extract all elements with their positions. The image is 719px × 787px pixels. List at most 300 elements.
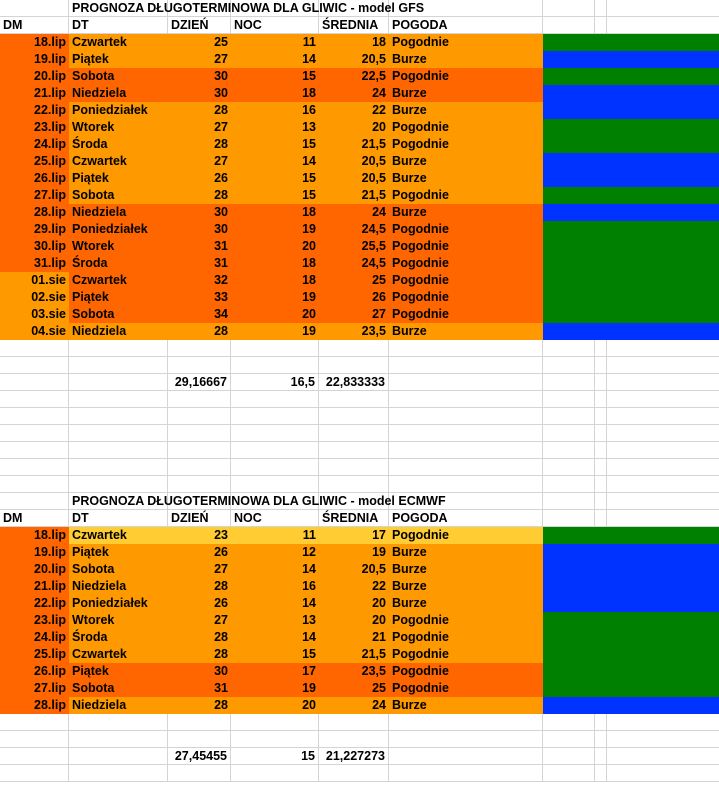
gfs-dt-cell[interactable]: Sobota: [69, 187, 168, 204]
empty-cell[interactable]: [389, 714, 543, 731]
ecmwf-pogoda-cell[interactable]: Burze: [389, 595, 543, 612]
ecmwf-pogoda-cell[interactable]: Burze: [389, 697, 543, 714]
ecmwf-pogoda-cell[interactable]: Pogodnie: [389, 663, 543, 680]
empty-cell[interactable]: [543, 357, 595, 374]
empty-cell[interactable]: [595, 476, 607, 493]
empty-cell[interactable]: [607, 425, 719, 442]
ecmwf-pogoda-cell[interactable]: Pogodnie: [389, 527, 543, 544]
gfs-dt-header[interactable]: DT: [69, 17, 168, 34]
ecmwf-dt-header[interactable]: DT: [69, 510, 168, 527]
gfs-noc-cell[interactable]: 20: [231, 238, 319, 255]
gfs-dt-cell[interactable]: Czwartek: [69, 272, 168, 289]
empty-cell[interactable]: [168, 408, 231, 425]
ecmwf-dzien-cell[interactable]: 26: [168, 595, 231, 612]
gfs-dm-cell[interactable]: 23.lip: [0, 119, 69, 136]
gfs-dm-cell[interactable]: 26.lip: [0, 170, 69, 187]
ecmwf-dt-cell[interactable]: Poniedziałek: [69, 595, 168, 612]
empty-cell[interactable]: [69, 459, 168, 476]
gfs-pogoda-cell[interactable]: Burze: [389, 204, 543, 221]
empty-cell[interactable]: [69, 357, 168, 374]
empty-cell[interactable]: [69, 731, 168, 748]
empty-cell[interactable]: [543, 425, 595, 442]
empty-cell[interactable]: [389, 731, 543, 748]
empty-cell[interactable]: [231, 357, 319, 374]
ecmwf-dt-cell[interactable]: Piątek: [69, 663, 168, 680]
gfs-dt-cell[interactable]: Niedziela: [69, 323, 168, 340]
ecmwf-dzien-cell[interactable]: 23: [168, 527, 231, 544]
gfs-noc-cell[interactable]: 16: [231, 102, 319, 119]
empty-cell[interactable]: [595, 425, 607, 442]
gfs-avg-srednia[interactable]: 22,833333: [319, 374, 389, 391]
gfs-noc-cell[interactable]: 20: [231, 306, 319, 323]
empty-cell[interactable]: [0, 340, 69, 357]
ecmwf-dm-cell[interactable]: 22.lip: [0, 595, 69, 612]
empty-cell[interactable]: [231, 731, 319, 748]
empty-cell[interactable]: [0, 425, 69, 442]
gfs-pogoda-cell[interactable]: Pogodnie: [389, 187, 543, 204]
empty-cell[interactable]: [607, 459, 719, 476]
gfs-pogoda-cell[interactable]: Pogodnie: [389, 119, 543, 136]
empty-cell[interactable]: [595, 714, 607, 731]
gfs-noc-cell[interactable]: 15: [231, 170, 319, 187]
empty-cell[interactable]: [595, 459, 607, 476]
empty-cell[interactable]: [543, 408, 595, 425]
empty-cell[interactable]: [231, 391, 319, 408]
empty-cell[interactable]: [389, 425, 543, 442]
gfs-srednia-cell[interactable]: 21,5: [319, 136, 389, 153]
empty-cell[interactable]: [168, 765, 231, 782]
ecmwf-dzien-cell[interactable]: 27: [168, 561, 231, 578]
gfs-pogoda-cell[interactable]: Pogodnie: [389, 34, 543, 51]
gfs-dm-cell[interactable]: 21.lip: [0, 85, 69, 102]
empty-cell[interactable]: [0, 748, 69, 765]
ecmwf-dm-cell[interactable]: 24.lip: [0, 629, 69, 646]
empty-cell[interactable]: [69, 476, 168, 493]
gfs-noc-cell[interactable]: 15: [231, 187, 319, 204]
ecmwf-pogoda-cell[interactable]: Burze: [389, 544, 543, 561]
empty-cell[interactable]: [0, 765, 69, 782]
empty-cell[interactable]: [319, 357, 389, 374]
ecmwf-srednia-cell[interactable]: 23,5: [319, 663, 389, 680]
ecmwf-dt-cell[interactable]: Środa: [69, 629, 168, 646]
ecmwf-pogoda-cell[interactable]: Burze: [389, 578, 543, 595]
empty-cell[interactable]: [607, 510, 719, 527]
gfs-dt-cell[interactable]: Poniedziałek: [69, 102, 168, 119]
gfs-dzien-cell[interactable]: 32: [168, 272, 231, 289]
gfs-dm-cell[interactable]: 27.lip: [0, 187, 69, 204]
empty-cell[interactable]: [0, 476, 69, 493]
empty-cell[interactable]: [595, 374, 607, 391]
ecmwf-pogoda-cell[interactable]: Burze: [389, 561, 543, 578]
empty-cell[interactable]: [543, 714, 595, 731]
empty-cell[interactable]: [69, 425, 168, 442]
gfs-dt-cell[interactable]: Czwartek: [69, 153, 168, 170]
empty-cell[interactable]: [389, 340, 543, 357]
empty-cell[interactable]: [607, 408, 719, 425]
empty-cell[interactable]: [319, 731, 389, 748]
gfs-srednia-cell[interactable]: 20,5: [319, 51, 389, 68]
empty-cell[interactable]: [0, 374, 69, 391]
ecmwf-noc-header[interactable]: NOC: [231, 510, 319, 527]
gfs-noc-cell[interactable]: 13: [231, 119, 319, 136]
ecmwf-srednia-cell[interactable]: 21,5: [319, 646, 389, 663]
gfs-pogoda-cell[interactable]: Pogodnie: [389, 68, 543, 85]
empty-cell[interactable]: [231, 408, 319, 425]
empty-cell[interactable]: [231, 442, 319, 459]
empty-cell[interactable]: [319, 714, 389, 731]
gfs-noc-cell[interactable]: 19: [231, 289, 319, 306]
gfs-avg-noc[interactable]: 16,5: [231, 374, 319, 391]
empty-cell[interactable]: [69, 340, 168, 357]
empty-cell[interactable]: [543, 493, 595, 510]
empty-cell[interactable]: [168, 340, 231, 357]
empty-cell[interactable]: [0, 0, 69, 17]
gfs-srednia-cell[interactable]: 24: [319, 204, 389, 221]
empty-cell[interactable]: [389, 391, 543, 408]
empty-cell[interactable]: [595, 340, 607, 357]
empty-cell[interactable]: [595, 493, 607, 510]
gfs-dt-cell[interactable]: Sobota: [69, 68, 168, 85]
gfs-dm-cell[interactable]: 18.lip: [0, 34, 69, 51]
ecmwf-noc-cell[interactable]: 15: [231, 646, 319, 663]
gfs-dm-cell[interactable]: 30.lip: [0, 238, 69, 255]
gfs-dm-header[interactable]: DM: [0, 17, 69, 34]
gfs-dm-cell[interactable]: 31.lip: [0, 255, 69, 272]
gfs-dm-cell[interactable]: 01.sie: [0, 272, 69, 289]
empty-cell[interactable]: [389, 442, 543, 459]
ecmwf-srednia-header[interactable]: ŚREDNIA: [319, 510, 389, 527]
empty-cell[interactable]: [69, 391, 168, 408]
gfs-srednia-cell[interactable]: 20,5: [319, 153, 389, 170]
ecmwf-noc-cell[interactable]: 20: [231, 697, 319, 714]
empty-cell[interactable]: [607, 340, 719, 357]
empty-cell[interactable]: [543, 340, 595, 357]
ecmwf-dzien-cell[interactable]: 31: [168, 680, 231, 697]
empty-cell[interactable]: [595, 731, 607, 748]
gfs-noc-cell[interactable]: 19: [231, 323, 319, 340]
gfs-pogoda-cell[interactable]: Pogodnie: [389, 255, 543, 272]
ecmwf-noc-cell[interactable]: 14: [231, 561, 319, 578]
ecmwf-dzien-cell[interactable]: 30: [168, 663, 231, 680]
empty-cell[interactable]: [319, 459, 389, 476]
gfs-dzien-cell[interactable]: 28: [168, 136, 231, 153]
ecmwf-dzien-cell[interactable]: 28: [168, 697, 231, 714]
empty-cell[interactable]: [543, 374, 595, 391]
gfs-dm-cell[interactable]: 24.lip: [0, 136, 69, 153]
gfs-pogoda-cell[interactable]: Burze: [389, 85, 543, 102]
gfs-dzien-cell[interactable]: 30: [168, 85, 231, 102]
ecmwf-srednia-cell[interactable]: 19: [319, 544, 389, 561]
ecmwf-dt-cell[interactable]: Wtorek: [69, 612, 168, 629]
empty-cell[interactable]: [231, 476, 319, 493]
empty-cell[interactable]: [168, 391, 231, 408]
ecmwf-noc-cell[interactable]: 19: [231, 680, 319, 697]
gfs-srednia-cell[interactable]: 22: [319, 102, 389, 119]
gfs-dzien-cell[interactable]: 27: [168, 153, 231, 170]
empty-cell[interactable]: [168, 357, 231, 374]
gfs-dzien-cell[interactable]: 28: [168, 187, 231, 204]
ecmwf-dt-cell[interactable]: Niedziela: [69, 697, 168, 714]
gfs-dm-cell[interactable]: 25.lip: [0, 153, 69, 170]
empty-cell[interactable]: [543, 0, 595, 17]
gfs-srednia-cell[interactable]: 24,5: [319, 221, 389, 238]
empty-cell[interactable]: [389, 476, 543, 493]
empty-cell[interactable]: [319, 425, 389, 442]
empty-cell[interactable]: [168, 459, 231, 476]
empty-cell[interactable]: [0, 493, 69, 510]
gfs-dt-cell[interactable]: Wtorek: [69, 238, 168, 255]
empty-cell[interactable]: [0, 442, 69, 459]
gfs-noc-cell[interactable]: 18: [231, 85, 319, 102]
ecmwf-noc-cell[interactable]: 16: [231, 578, 319, 595]
ecmwf-dm-cell[interactable]: 28.lip: [0, 697, 69, 714]
gfs-dzien-header[interactable]: DZIEŃ: [168, 17, 231, 34]
empty-cell[interactable]: [607, 476, 719, 493]
empty-cell[interactable]: [168, 731, 231, 748]
ecmwf-pogoda-cell[interactable]: Pogodnie: [389, 629, 543, 646]
gfs-dzien-cell[interactable]: 28: [168, 102, 231, 119]
gfs-pogoda-cell[interactable]: Pogodnie: [389, 221, 543, 238]
gfs-noc-cell[interactable]: 19: [231, 221, 319, 238]
ecmwf-noc-cell[interactable]: 14: [231, 629, 319, 646]
ecmwf-srednia-cell[interactable]: 24: [319, 697, 389, 714]
empty-cell[interactable]: [319, 340, 389, 357]
gfs-dm-cell[interactable]: 20.lip: [0, 68, 69, 85]
gfs-pogoda-cell[interactable]: Burze: [389, 323, 543, 340]
ecmwf-dt-cell[interactable]: Czwartek: [69, 527, 168, 544]
ecmwf-srednia-cell[interactable]: 20: [319, 612, 389, 629]
ecmwf-dm-cell[interactable]: 26.lip: [0, 663, 69, 680]
gfs-dzien-cell[interactable]: 31: [168, 255, 231, 272]
empty-cell[interactable]: [607, 357, 719, 374]
empty-cell[interactable]: [607, 765, 719, 782]
ecmwf-srednia-cell[interactable]: 22: [319, 578, 389, 595]
gfs-noc-cell[interactable]: 11: [231, 34, 319, 51]
gfs-srednia-cell[interactable]: 22,5: [319, 68, 389, 85]
ecmwf-dm-cell[interactable]: 27.lip: [0, 680, 69, 697]
gfs-noc-cell[interactable]: 14: [231, 153, 319, 170]
empty-cell[interactable]: [607, 493, 719, 510]
gfs-dm-cell[interactable]: 03.sie: [0, 306, 69, 323]
empty-cell[interactable]: [168, 476, 231, 493]
gfs-dzien-cell[interactable]: 33: [168, 289, 231, 306]
empty-cell[interactable]: [543, 459, 595, 476]
ecmwf-dm-header[interactable]: DM: [0, 510, 69, 527]
gfs-noc-cell[interactable]: 18: [231, 272, 319, 289]
empty-cell[interactable]: [168, 425, 231, 442]
empty-cell[interactable]: [595, 408, 607, 425]
empty-cell[interactable]: [0, 459, 69, 476]
gfs-srednia-cell[interactable]: 26: [319, 289, 389, 306]
gfs-dt-cell[interactable]: Środa: [69, 255, 168, 272]
empty-cell[interactable]: [69, 748, 168, 765]
empty-cell[interactable]: [543, 765, 595, 782]
empty-cell[interactable]: [319, 391, 389, 408]
gfs-dt-cell[interactable]: Niedziela: [69, 204, 168, 221]
gfs-dzien-cell[interactable]: 27: [168, 51, 231, 68]
gfs-dzien-cell[interactable]: 30: [168, 221, 231, 238]
gfs-srednia-cell[interactable]: 18: [319, 34, 389, 51]
ecmwf-dm-cell[interactable]: 23.lip: [0, 612, 69, 629]
gfs-srednia-cell[interactable]: 24: [319, 85, 389, 102]
ecmwf-pogoda-cell[interactable]: Pogodnie: [389, 646, 543, 663]
gfs-srednia-cell[interactable]: 27: [319, 306, 389, 323]
gfs-noc-header[interactable]: NOC: [231, 17, 319, 34]
gfs-srednia-cell[interactable]: 20,5: [319, 170, 389, 187]
gfs-dzien-cell[interactable]: 34: [168, 306, 231, 323]
gfs-dzien-cell[interactable]: 27: [168, 119, 231, 136]
empty-cell[interactable]: [0, 714, 69, 731]
gfs-noc-cell[interactable]: 18: [231, 255, 319, 272]
empty-cell[interactable]: [231, 340, 319, 357]
gfs-srednia-cell[interactable]: 20: [319, 119, 389, 136]
ecmwf-dm-cell[interactable]: 18.lip: [0, 527, 69, 544]
ecmwf-avg-dzien[interactable]: 27,45455: [168, 748, 231, 765]
empty-cell[interactable]: [543, 17, 595, 34]
empty-cell[interactable]: [595, 391, 607, 408]
ecmwf-dzien-header[interactable]: DZIEŃ: [168, 510, 231, 527]
ecmwf-dm-cell[interactable]: 20.lip: [0, 561, 69, 578]
empty-cell[interactable]: [389, 374, 543, 391]
empty-cell[interactable]: [607, 374, 719, 391]
empty-cell[interactable]: [0, 731, 69, 748]
empty-cell[interactable]: [607, 731, 719, 748]
gfs-dzien-cell[interactable]: 30: [168, 204, 231, 221]
empty-cell[interactable]: [319, 442, 389, 459]
ecmwf-dzien-cell[interactable]: 28: [168, 578, 231, 595]
ecmwf-dt-cell[interactable]: Sobota: [69, 561, 168, 578]
gfs-pogoda-cell[interactable]: Burze: [389, 102, 543, 119]
ecmwf-srednia-cell[interactable]: 17: [319, 527, 389, 544]
gfs-dzien-cell[interactable]: 31: [168, 238, 231, 255]
empty-cell[interactable]: [389, 459, 543, 476]
empty-cell[interactable]: [595, 510, 607, 527]
ecmwf-dm-cell[interactable]: 25.lip: [0, 646, 69, 663]
empty-cell[interactable]: [543, 442, 595, 459]
gfs-dm-cell[interactable]: 19.lip: [0, 51, 69, 68]
gfs-dt-cell[interactable]: Czwartek: [69, 34, 168, 51]
gfs-pogoda-cell[interactable]: Burze: [389, 153, 543, 170]
empty-cell[interactable]: [389, 765, 543, 782]
empty-cell[interactable]: [69, 408, 168, 425]
ecmwf-srednia-cell[interactable]: 21: [319, 629, 389, 646]
ecmwf-pogoda-header[interactable]: POGODA: [389, 510, 543, 527]
empty-cell[interactable]: [595, 765, 607, 782]
gfs-dt-cell[interactable]: Poniedziałek: [69, 221, 168, 238]
empty-cell[interactable]: [543, 476, 595, 493]
gfs-pogoda-cell[interactable]: Pogodnie: [389, 238, 543, 255]
gfs-srednia-cell[interactable]: 25,5: [319, 238, 389, 255]
empty-cell[interactable]: [389, 748, 543, 765]
gfs-pogoda-cell[interactable]: Pogodnie: [389, 136, 543, 153]
gfs-noc-cell[interactable]: 15: [231, 136, 319, 153]
gfs-pogoda-header[interactable]: POGODA: [389, 17, 543, 34]
ecmwf-noc-cell[interactable]: 17: [231, 663, 319, 680]
ecmwf-noc-cell[interactable]: 14: [231, 595, 319, 612]
ecmwf-pogoda-cell[interactable]: Pogodnie: [389, 680, 543, 697]
empty-cell[interactable]: [69, 374, 168, 391]
empty-cell[interactable]: [595, 17, 607, 34]
ecmwf-srednia-cell[interactable]: 25: [319, 680, 389, 697]
empty-cell[interactable]: [231, 765, 319, 782]
gfs-dm-cell[interactable]: 28.lip: [0, 204, 69, 221]
ecmwf-dt-cell[interactable]: Czwartek: [69, 646, 168, 663]
ecmwf-dzien-cell[interactable]: 28: [168, 629, 231, 646]
empty-cell[interactable]: [69, 765, 168, 782]
empty-cell[interactable]: [319, 765, 389, 782]
empty-cell[interactable]: [168, 714, 231, 731]
empty-cell[interactable]: [595, 442, 607, 459]
gfs-pogoda-cell[interactable]: Pogodnie: [389, 289, 543, 306]
gfs-pogoda-cell[interactable]: Burze: [389, 51, 543, 68]
gfs-srednia-cell[interactable]: 25: [319, 272, 389, 289]
empty-cell[interactable]: [0, 391, 69, 408]
gfs-dt-cell[interactable]: Piątek: [69, 289, 168, 306]
empty-cell[interactable]: [595, 357, 607, 374]
ecmwf-srednia-cell[interactable]: 20: [319, 595, 389, 612]
gfs-pogoda-cell[interactable]: Burze: [389, 170, 543, 187]
ecmwf-dt-cell[interactable]: Niedziela: [69, 578, 168, 595]
ecmwf-avg-noc[interactable]: 15: [231, 748, 319, 765]
ecmwf-noc-cell[interactable]: 11: [231, 527, 319, 544]
empty-cell[interactable]: [607, 442, 719, 459]
gfs-dt-cell[interactable]: Wtorek: [69, 119, 168, 136]
ecmwf-noc-cell[interactable]: 12: [231, 544, 319, 561]
gfs-dt-cell[interactable]: Piątek: [69, 51, 168, 68]
ecmwf-avg-srednia[interactable]: 21,227273: [319, 748, 389, 765]
empty-cell[interactable]: [231, 459, 319, 476]
empty-cell[interactable]: [319, 408, 389, 425]
empty-cell[interactable]: [319, 476, 389, 493]
gfs-noc-cell[interactable]: 18: [231, 204, 319, 221]
gfs-srednia-header[interactable]: ŚREDNIA: [319, 17, 389, 34]
empty-cell[interactable]: [231, 425, 319, 442]
ecmwf-dzien-cell[interactable]: 27: [168, 612, 231, 629]
empty-cell[interactable]: [543, 391, 595, 408]
gfs-pogoda-cell[interactable]: Pogodnie: [389, 306, 543, 323]
gfs-pogoda-cell[interactable]: Pogodnie: [389, 272, 543, 289]
empty-cell[interactable]: [607, 714, 719, 731]
ecmwf-dt-cell[interactable]: Sobota: [69, 680, 168, 697]
empty-cell[interactable]: [168, 442, 231, 459]
gfs-dm-cell[interactable]: 02.sie: [0, 289, 69, 306]
empty-cell[interactable]: [607, 0, 719, 17]
empty-cell[interactable]: [543, 748, 595, 765]
gfs-dzien-cell[interactable]: 30: [168, 68, 231, 85]
empty-cell[interactable]: [607, 391, 719, 408]
gfs-dt-cell[interactable]: Sobota: [69, 306, 168, 323]
ecmwf-dzien-cell[interactable]: 26: [168, 544, 231, 561]
gfs-avg-dzien[interactable]: 29,16667: [168, 374, 231, 391]
gfs-srednia-cell[interactable]: 23,5: [319, 323, 389, 340]
empty-cell[interactable]: [595, 0, 607, 17]
empty-cell[interactable]: [607, 17, 719, 34]
gfs-noc-cell[interactable]: 15: [231, 68, 319, 85]
gfs-dt-cell[interactable]: Środa: [69, 136, 168, 153]
ecmwf-dm-cell[interactable]: 19.lip: [0, 544, 69, 561]
gfs-srednia-cell[interactable]: 24,5: [319, 255, 389, 272]
empty-cell[interactable]: [69, 442, 168, 459]
gfs-dzien-cell[interactable]: 26: [168, 170, 231, 187]
empty-cell[interactable]: [69, 714, 168, 731]
empty-cell[interactable]: [389, 408, 543, 425]
gfs-dt-cell[interactable]: Piątek: [69, 170, 168, 187]
gfs-srednia-cell[interactable]: 21,5: [319, 187, 389, 204]
ecmwf-dzien-cell[interactable]: 28: [168, 646, 231, 663]
empty-cell[interactable]: [0, 408, 69, 425]
empty-cell[interactable]: [231, 714, 319, 731]
empty-cell[interactable]: [543, 510, 595, 527]
